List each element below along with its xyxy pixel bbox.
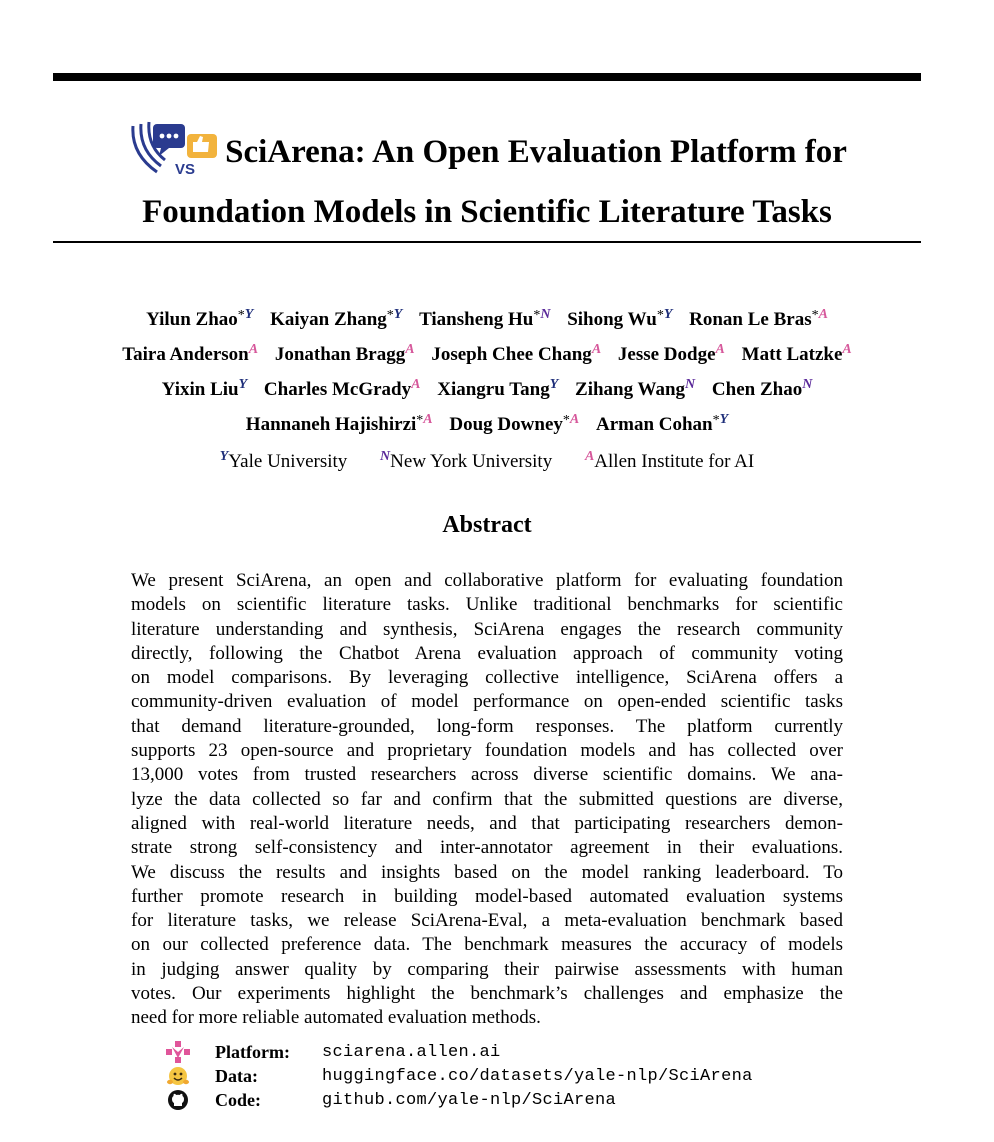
author: Chen Zhao$^N$ [711, 377, 813, 400]
abstract-line: literature understanding and synthesis, SciArena engages the research community [131, 618, 843, 640]
author: Zihang Wang$^N$ [575, 377, 696, 400]
author: Jesse Dodge$^A$ [617, 342, 725, 365]
platform-link-row [163, 1040, 753, 1064]
abstract-line: on our collected preference data. The benchmark measures the accuracy of models [131, 934, 843, 956]
author: Sihong Wu$^{*Y}$ [567, 307, 673, 330]
author: Jonathan Bragg$^A$ [274, 342, 415, 365]
platform-url-link[interactable]: sciarena.allen.ai [322, 1042, 501, 1062]
code-url-link[interactable]: github.com/yale-nlp/SciArena [322, 1090, 617, 1110]
data-label: Data: [215, 1065, 258, 1086]
author-line-1 [53, 300, 921, 335]
affiliation: $^N$New York University [380, 449, 553, 472]
abstract-line: on model comparisons. By leveraging collective intelligence, SciArena offers a [131, 667, 843, 689]
abstract-line: for literature tasks, we release SciArena-Eval, a meta-evaluation benchmark based [131, 910, 843, 932]
abstract-line: that demand literature-grounded, long-form responses. The platform currently [131, 715, 843, 737]
code-link-row [163, 1088, 753, 1112]
ai2-sparkle-icon [163, 1041, 193, 1063]
author: Taira Anderson$^A$ [122, 342, 259, 365]
author: Matt Latzke$^A$ [741, 342, 852, 365]
sciarena-logo-icon [127, 120, 219, 190]
abstract-line: We present SciArena, an open and collaborative platform for evaluating foundation [131, 570, 843, 591]
paper-title [53, 120, 921, 234]
author: Tiansheng Hu$^{*N}$ [419, 307, 551, 330]
author: Xiangru Tang$^Y$ [437, 377, 559, 400]
author: Joseph Chee Chang$^A$ [431, 342, 602, 365]
abstract-line: models on scientific literature tasks. Unlike traditional benchmarks for scientific [131, 594, 843, 616]
logo-vs-text: VS [175, 161, 196, 178]
author-line-4 [53, 405, 921, 440]
title-text-1: SciArena: An Open Evaluation Platform for [225, 134, 847, 170]
author: Arman Cohan$^{*Y}$ [595, 412, 729, 435]
abstract-line: lyze the data collected so far and confirm that the submitted questions are diverse, [131, 788, 843, 810]
title-line-1 [53, 120, 921, 190]
top-rule [53, 73, 921, 81]
author: Doug Downey$^{*A}$ [449, 412, 580, 435]
resource-links [163, 1040, 753, 1112]
author: Charles McGrady$^A$ [263, 377, 421, 400]
platform-label: Platform: [215, 1041, 290, 1062]
abstract-line: directly, following the Chatbot Arena evaluation approach of community voting [131, 642, 843, 664]
author: Yilun Zhao$^{*Y}$ [146, 307, 254, 330]
github-icon [163, 1089, 193, 1111]
abstract-line: in judging answer quality by comparing their pairwise assessments with human [131, 958, 843, 980]
abstract-line: aligned with real-world literature needs, and that participating researchers demon- [131, 812, 843, 834]
author: Yixin Liu$^Y$ [161, 377, 248, 400]
abstract-line: need for more reliable automated evaluation methods. [131, 1007, 541, 1029]
title-line-2: Foundation Models in Scientific Literature Tasks [142, 194, 832, 230]
author: Kaiyan Zhang$^{*Y}$ [270, 307, 403, 330]
author-line-3 [53, 370, 921, 405]
bottom-rule [53, 241, 921, 243]
abstract-line: supports 23 open-source and proprietary foundation models and has collected over [131, 740, 843, 762]
code-label: Code: [215, 1089, 261, 1110]
abstract-line: community-driven evaluation of model performance on open-ended scientific tasks [131, 691, 843, 713]
abstract-line: 13,000 votes from trusted researchers across diverse scientific domains. We ana- [131, 764, 843, 786]
author: Ronan Le Bras$^{*A}$ [689, 307, 828, 330]
abstract-line: strate strong self-consistency and inter-annotator agreement in their evaluations. [131, 837, 843, 859]
abstract-line: We discuss the results and insights based on the model ranking leaderboard. To [131, 861, 843, 883]
abstract-heading: Abstract [442, 512, 532, 538]
affiliation-line [53, 442, 921, 477]
data-url-link[interactable]: huggingface.co/datasets/yale-nlp/SciArena [322, 1066, 753, 1086]
affiliation: $^A$Allen Institute for AI [584, 449, 755, 472]
author-list [53, 300, 921, 477]
author-line-2 [53, 335, 921, 370]
abstract-line: further promote research in building model-based automated evaluation systems [131, 885, 843, 907]
huggingface-icon [163, 1065, 193, 1087]
affiliation: $^Y$Yale University [219, 449, 348, 472]
abstract-line: votes. Our experiments highlight the benchmark’s challenges and emphasize the [131, 983, 843, 1005]
abstract-body [131, 569, 843, 1031]
data-link-row [163, 1064, 753, 1088]
author: Hannaneh Hajishirzi$^{*A}$ [245, 412, 433, 435]
